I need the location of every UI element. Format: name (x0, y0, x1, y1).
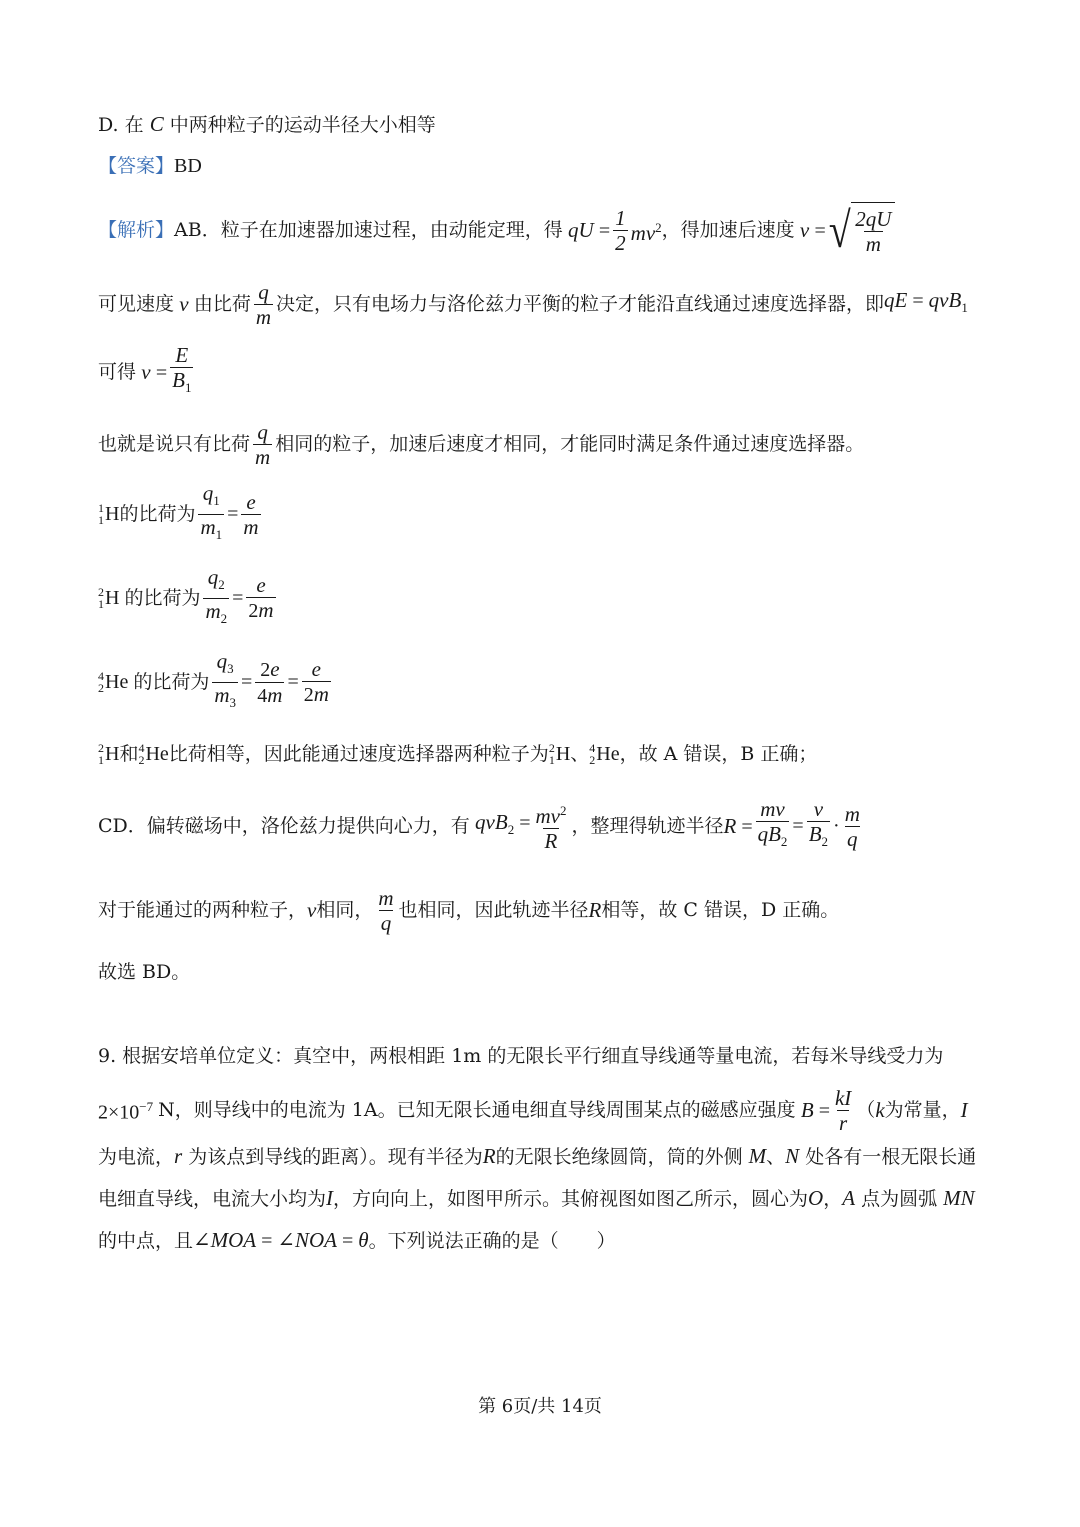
answer-line (98, 152, 202, 180)
ratio-h2: 2 1 H 的比荷为 $\frac{q_2}{m_2}$ = $\frac{e}{2m}$ (98, 570, 279, 626)
answer-value: BD (174, 155, 202, 177)
ratio-h1: 1 1 H 的比荷为 $\frac{q_1}{m_1}$ = $\frac{e}{m}$ (98, 486, 264, 542)
analysis-label: 【解析】 (98, 219, 175, 241)
sqrt-expression: √ $\frac{2qU}{m}$ (826, 202, 896, 258)
q9-line-5: 的中点，且∠MOA = ∠NOA = θ。下列说法正确的是（ ） (98, 1228, 616, 1252)
analysis-line-9: CD．偏转磁场中，洛伦兹力提供向心力，有 qvB$_2$ = $\frac{mv^2}{R}$ ，整理得轨迹半径 R = $\frac{mv}{qB_2}$ = $\frac{v}{B_2}$ · $\frac{m}{q}$ (98, 797, 860, 853)
q9-line-2: $2\times 10^{-7}$ N，则导线中的电流为 1A。已知无限长通电细直导线周围某点的磁感应强度 B = $\frac{kI}{r}$ （ k 为常量， I (98, 1085, 968, 1135)
analysis-line-1: 【解析】 AB．粒子在加速器加速过程，由动能定理，得 qU = $\frac{1}{2}$ $mv^2$ ，得加速后速度 v = √ $\frac{2qU}{m}$ (98, 200, 895, 260)
eq-work-energy: qU = (562, 217, 611, 242)
analysis-conclusion: 故选 BD。 (98, 961, 191, 983)
q9-line-4: 电细直导线，电流大小均为I，方向向上，如图甲所示。其俯视图如图乙所示，圆心为O，A 点为圆弧 MN (98, 1186, 975, 1210)
answer-label: 【答案】 (98, 155, 175, 177)
analysis-line-2: 可见速度 v 由比荷 $\frac{q}{m}$ 决定，只有电场力与洛伦兹力平衡的粒子才能沿直线通过速度选择器，即 qE = qvB$_1$ (98, 279, 968, 329)
ratio-he4: 4 2 He 的比荷为 $\frac{q_3}{m_3}$ = $\frac{2e}{4m}$ = $\frac{e}{2m}$ (98, 654, 334, 710)
analysis-line-4: 也就是说只有比荷 $\frac{q}{m}$ 相同的粒子，加速后速度才相同，才能同时满足条件通过速度选择器。 (98, 419, 865, 469)
q9-line-3: 为电流，r 为该点到导线的距离）。现有半径为R的无限长绝缘圆筒，筒的外侧 M、N 处各有一根无限长通 (98, 1144, 977, 1168)
analysis-line-8: 2 1 H 和 4 2 He 比荷相等，因此能通过速度选择器两种粒子为 2 1 H 、 4 2 He ，故 A 错误，B 正确； (98, 741, 818, 767)
option-d: D. 在 C 中两种粒子的运动半径大小相等 (98, 112, 436, 136)
analysis-line-10: 对于能通过的两种粒子， v 相同， $\frac{m}{q}$ 也相同，因此轨迹半径 R 相等，故 C 错误，D 正确。 (98, 885, 840, 935)
page-footer: 第 6页/共 14页 (478, 1396, 602, 1417)
analysis-line-3: 可得 v = $\frac{E}{B_1}$ (98, 344, 196, 400)
q9-line-1: 9. 根据安培单位定义：真空中，两根相距 1m 的无限长平行细直导线通等量电流，若每米导线受力为 (98, 1045, 944, 1067)
